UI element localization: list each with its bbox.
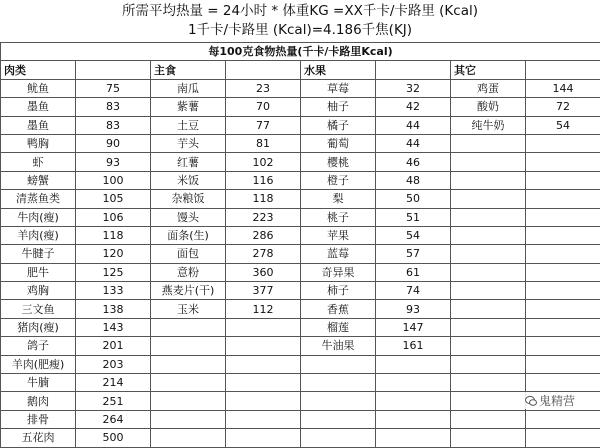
meat-item-name: 三文鱼	[1, 300, 76, 318]
staple-item-name: 南瓜	[151, 79, 226, 97]
meat-item-value: 75	[76, 79, 151, 97]
category-meat: 肉类	[1, 61, 76, 79]
other-item-name	[451, 300, 526, 318]
meat-item-name: 墨鱼	[1, 98, 76, 116]
formula-line-1: 所需平均热量 = 24小时 * 体重KG =XX千卡/卡路里 (Kcal)	[0, 2, 600, 21]
other-item-name	[451, 355, 526, 373]
fruit-item-value: 54	[376, 226, 451, 244]
fruit-item-name: 蓝莓	[301, 245, 376, 263]
table-row	[1, 153, 600, 171]
table-row	[1, 116, 600, 134]
staple-item-value: 116	[226, 171, 301, 189]
table-row	[1, 245, 600, 263]
staple-item-value: 360	[226, 263, 301, 281]
fruit-item-value: 32	[376, 79, 451, 97]
meat-item-name: 鸡胸	[1, 282, 76, 300]
staple-item-name: 馒头	[151, 208, 226, 226]
meat-item-value: 106	[76, 208, 151, 226]
meat-item-name: 清蒸鱼类	[1, 190, 76, 208]
fruit-item-name: 桃子	[301, 208, 376, 226]
meat-item-value: 100	[76, 171, 151, 189]
fruit-item-value: 44	[376, 116, 451, 134]
fruit-item-value	[376, 410, 451, 428]
other-item-name	[451, 134, 526, 152]
other-item-value	[526, 374, 600, 392]
staple-item-name: 面包	[151, 245, 226, 263]
other-item-value	[526, 410, 600, 428]
other-item-value	[526, 153, 600, 171]
other-item-name	[451, 429, 526, 447]
table-row	[1, 208, 600, 226]
staple-item-name	[151, 429, 226, 447]
other-item-name: 酸奶	[451, 98, 526, 116]
fruit-item-value	[376, 392, 451, 410]
other-item-name	[451, 410, 526, 428]
staple-item-value	[226, 410, 301, 428]
fruit-item-name: 奇异果	[301, 263, 376, 281]
meat-item-value: 120	[76, 245, 151, 263]
staple-item-name	[151, 392, 226, 410]
fruit-item-value: 93	[376, 300, 451, 318]
fruit-item-value: 51	[376, 208, 451, 226]
staple-item-value	[226, 337, 301, 355]
table-row	[1, 134, 600, 152]
other-item-name	[451, 245, 526, 263]
meat-item-name: 墨鱼	[1, 116, 76, 134]
fruit-item-name: 草莓	[301, 79, 376, 97]
staple-item-name: 意粉	[151, 263, 226, 281]
meat-item-value: 264	[76, 410, 151, 428]
other-item-name: 鸡蛋	[451, 79, 526, 97]
staple-item-value: 77	[226, 116, 301, 134]
fruit-item-name	[301, 392, 376, 410]
other-item-name	[451, 190, 526, 208]
fruit-item-value: 161	[376, 337, 451, 355]
meat-item-name: 猪肉(瘦)	[1, 318, 76, 336]
meat-item-value: 83	[76, 116, 151, 134]
staple-item-name	[151, 355, 226, 373]
table-row	[1, 190, 600, 208]
meat-item-name: 五花肉	[1, 429, 76, 447]
table-row	[1, 171, 600, 189]
meat-item-value: 214	[76, 374, 151, 392]
fruit-item-value: 147	[376, 318, 451, 336]
meat-item-value: 143	[76, 318, 151, 336]
meat-item-value: 500	[76, 429, 151, 447]
meat-item-name: 鱿鱼	[1, 79, 76, 97]
fruit-item-name: 柚子	[301, 98, 376, 116]
fruit-item-name	[301, 355, 376, 373]
meat-item-name: 排骨	[1, 410, 76, 428]
staple-item-value: 81	[226, 134, 301, 152]
meat-item-name: 羊肉(肥瘦)	[1, 355, 76, 373]
fruit-item-value: 44	[376, 134, 451, 152]
other-item-name	[451, 208, 526, 226]
fruit-item-name	[301, 374, 376, 392]
fruit-item-value: 46	[376, 153, 451, 171]
staple-item-value: 223	[226, 208, 301, 226]
staple-item-value	[226, 392, 301, 410]
meat-item-value: 125	[76, 263, 151, 281]
staple-item-value: 102	[226, 153, 301, 171]
meat-item-value: 203	[76, 355, 151, 373]
fruit-item-name: 牛油果	[301, 337, 376, 355]
meat-item-value: 138	[76, 300, 151, 318]
meat-item-value: 251	[76, 392, 151, 410]
fruit-item-value	[376, 429, 451, 447]
other-item-name	[451, 374, 526, 392]
other-item-name	[451, 153, 526, 171]
other-item-value	[526, 318, 600, 336]
fruit-item-value	[376, 355, 451, 373]
meat-item-value: 105	[76, 190, 151, 208]
fruit-item-name: 橙子	[301, 171, 376, 189]
fruit-item-name: 香蕉	[301, 300, 376, 318]
table-row	[1, 337, 600, 355]
staple-item-value	[226, 318, 301, 336]
other-item-value	[526, 226, 600, 244]
other-item-name: 纯牛奶	[451, 116, 526, 134]
table-row	[1, 355, 600, 373]
other-item-value	[526, 190, 600, 208]
wechat-icon	[525, 395, 537, 407]
table-row	[1, 318, 600, 336]
other-item-name	[451, 337, 526, 355]
staple-item-name: 玉米	[151, 300, 226, 318]
other-item-value	[526, 355, 600, 373]
meat-item-name: 牛腩	[1, 374, 76, 392]
meat-item-name: 牛腱子	[1, 245, 76, 263]
meat-item-name: 鸽子	[1, 337, 76, 355]
fruit-item-value: 57	[376, 245, 451, 263]
other-item-value	[526, 245, 600, 263]
watermark	[522, 392, 578, 409]
fruit-item-value: 50	[376, 190, 451, 208]
staple-item-name: 红薯	[151, 153, 226, 171]
fruit-item-value	[376, 374, 451, 392]
fruit-item-value: 48	[376, 171, 451, 189]
staple-item-value: 70	[226, 98, 301, 116]
header	[0, 0, 600, 44]
other-item-value	[526, 134, 600, 152]
fruit-item-value: 74	[376, 282, 451, 300]
table-row	[1, 282, 600, 300]
meat-item-name: 鸭胸	[1, 134, 76, 152]
staple-item-name: 面条(生)	[151, 226, 226, 244]
meat-item-name: 螃蟹	[1, 171, 76, 189]
staple-item-name	[151, 410, 226, 428]
other-item-value: 144	[526, 79, 600, 97]
staple-item-value: 118	[226, 190, 301, 208]
staple-item-name: 杂粮饭	[151, 190, 226, 208]
staple-item-value: 23	[226, 79, 301, 97]
meat-item-name: 牛肉(瘦)	[1, 208, 76, 226]
staple-item-value: 286	[226, 226, 301, 244]
other-item-value: 72	[526, 98, 600, 116]
meat-item-name: 鹅肉	[1, 392, 76, 410]
staple-item-name	[151, 318, 226, 336]
table-row	[1, 392, 600, 410]
meat-item-value: 118	[76, 226, 151, 244]
other-item-name	[451, 318, 526, 336]
category-staple: 主食	[151, 61, 226, 79]
other-item-value	[526, 429, 600, 447]
table-row	[1, 410, 600, 428]
table-row	[1, 98, 600, 116]
fruit-item-value: 61	[376, 263, 451, 281]
fruit-item-name: 樱桃	[301, 153, 376, 171]
staple-item-name	[151, 337, 226, 355]
category-fruit: 水果	[301, 61, 376, 79]
staple-item-value	[226, 355, 301, 373]
fruit-item-name	[301, 429, 376, 447]
other-item-value	[526, 300, 600, 318]
other-item-value	[526, 282, 600, 300]
fruit-item-name: 葡萄	[301, 134, 376, 152]
meat-item-name: 肥牛	[1, 263, 76, 281]
staple-item-name	[151, 374, 226, 392]
watermark-text: 鬼精营	[539, 394, 575, 408]
staple-item-value: 377	[226, 282, 301, 300]
staple-item-name: 土豆	[151, 116, 226, 134]
staple-item-value	[226, 374, 301, 392]
fruit-item-value: 42	[376, 98, 451, 116]
staple-item-name: 芋头	[151, 134, 226, 152]
meat-item-value: 93	[76, 153, 151, 171]
category-other: 其它	[451, 61, 526, 79]
other-item-name	[451, 263, 526, 281]
table-row	[1, 374, 600, 392]
meat-item-value: 83	[76, 98, 151, 116]
calorie-table	[0, 42, 600, 448]
other-item-name	[451, 392, 526, 410]
staple-item-value: 112	[226, 300, 301, 318]
staple-item-value	[226, 429, 301, 447]
meat-item-value: 201	[76, 337, 151, 355]
other-item-value: 54	[526, 116, 600, 134]
meat-item-value: 90	[76, 134, 151, 152]
fruit-item-name: 榴莲	[301, 318, 376, 336]
meat-item-name: 羊肉(瘦)	[1, 226, 76, 244]
meat-item-name: 虾	[1, 153, 76, 171]
other-item-name	[451, 282, 526, 300]
other-item-name	[451, 226, 526, 244]
formula-line-2: 1千卡/卡路里 (Kcal)=4.186千焦(KJ)	[0, 21, 600, 40]
other-item-name	[451, 171, 526, 189]
other-item-value	[526, 208, 600, 226]
category-row	[1, 61, 600, 79]
fruit-item-name	[301, 410, 376, 428]
other-item-value	[526, 263, 600, 281]
fruit-item-name: 苹果	[301, 226, 376, 244]
table-row	[1, 226, 600, 244]
fruit-item-name: 橘子	[301, 116, 376, 134]
fruit-item-name: 梨	[301, 190, 376, 208]
table-title: 每100克食物热量(千卡/卡路里Kcal)	[1, 43, 600, 61]
staple-item-name: 燕麦片(干)	[151, 282, 226, 300]
meat-item-value: 133	[76, 282, 151, 300]
staple-item-name: 米饭	[151, 171, 226, 189]
table-row	[1, 263, 600, 281]
table-row	[1, 429, 600, 447]
table-row	[1, 79, 600, 97]
other-item-value	[526, 337, 600, 355]
staple-item-value: 278	[226, 245, 301, 263]
other-item-value	[526, 171, 600, 189]
fruit-item-name: 柿子	[301, 282, 376, 300]
staple-item-name: 紫薯	[151, 98, 226, 116]
table-row	[1, 300, 600, 318]
